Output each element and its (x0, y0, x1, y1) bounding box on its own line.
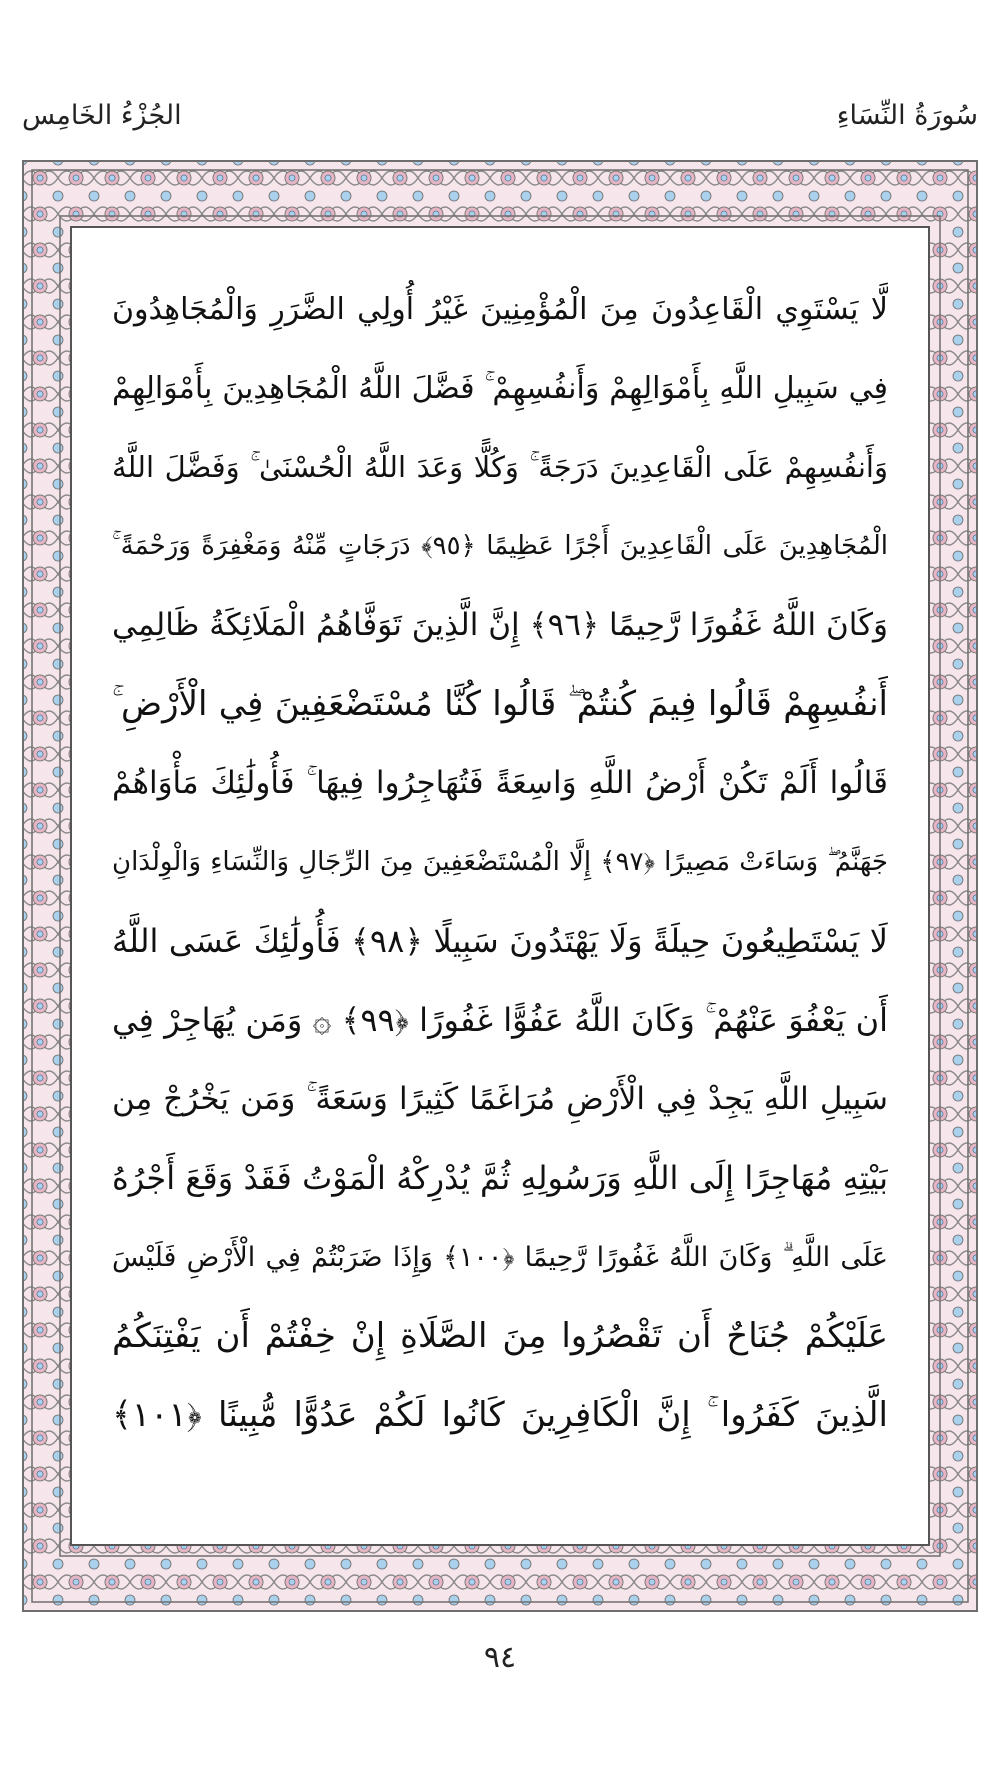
verse-line: قَالُوا أَلَمْ تَكُنْ أَرْضُ اللَّهِ وَاسِعَةً فَتُهَاجِرُوا فِيهَا ۚ فَأُولَٰئِكَ مَأْوَاهُمْ (112, 765, 888, 801)
verse-line: لَا يَسْتَطِيعُونَ حِيلَةً وَلَا يَهْتَدُونَ سَبِيلًا ﴿٩٨﴾ فَأُولَٰئِكَ عَسَى اللَّهُ (112, 922, 888, 960)
verse-line: عَلَى اللَّهِ ۗ وَكَانَ اللَّهُ غَفُورًا رَّحِيمًا ﴿١٠٠﴾ وَإِذَا ضَرَبْتُمْ فِي الْأَرْضِ فَلَيْسَ (112, 1242, 888, 1273)
verse-line: وَكَانَ اللَّهُ غَفُورًا رَّحِيمًا ﴿٩٦﴾ إِنَّ الَّذِينَ تَوَفَّاهُمُ الْمَلَائِكَةُ ظَالِمِي (112, 607, 888, 643)
page-number: ٩٤ (483, 1640, 517, 1675)
verse-line: بَيْتِهِ مُهَاجِرًا إِلَى اللَّهِ وَرَسُولِهِ ثُمَّ يُدْرِكْهُ الْمَوْتُ فَقَدْ وَقَعَ أَجْرُهُ (112, 1159, 888, 1197)
verse-line: جَهَنَّمُ ۖ وَسَاءَتْ مَصِيرًا ﴿٩٧﴾ إِلَّا الْمُسْتَضْعَفِينَ مِنَ الرِّجَالِ وَالنِّسَاءِ وَالْوِلْدَانِ (112, 847, 888, 877)
ornamental-frame (22, 160, 978, 1612)
verse-line: الْمُجَاهِدِينَ عَلَى الْقَاعِدِينَ أَجْرًا عَظِيمًا ﴿٩٥﴾ دَرَجَاتٍ مِّنْهُ وَمَغْفِرَةً وَرَحْمَةً ۚ (112, 531, 888, 561)
verse-line: سَبِيلِ اللَّهِ يَجِدْ فِي الْأَرْضِ مُرَاغَمًا كَثِيرًا وَسَعَةً ۚ وَمَن يَخْرُجْ مِن (112, 1081, 888, 1117)
page-header (22, 90, 978, 140)
verse-line: وَأَنفُسِهِمْ عَلَى الْقَاعِدِينَ دَرَجَةً ۚ وَكُلًّا وَعَدَ اللَّهُ الْحُسْنَىٰ ۚ وَفَضَّلَ اللَّهُ (112, 450, 888, 484)
verse-line: الَّذِينَ كَفَرُوا ۚ إِنَّ الْكَافِرِينَ كَانُوا لَكُمْ عَدُوًّا مُّبِينًا ﴿١٠١﴾ (112, 1395, 888, 1435)
juz-name: الجُزْءُ الخَامِس (22, 99, 182, 131)
verse-line: لَّا يَسْتَوِي الْقَاعِدُونَ مِنَ الْمُؤْمِنِينَ غَيْرُ أُولِي الضَّرَرِ وَالْمُجَاهِدُونَ (112, 292, 888, 327)
verse-line: أَن يَعْفُوَ عَنْهُمْ ۚ وَكَانَ اللَّهُ عَفُوًّا غَفُورًا ﴿٩٩﴾ ۞ وَمَن يُهَاجِرْ فِي (112, 1001, 888, 1039)
verse-line: عَلَيْكُمْ جُنَاحٌ أَن تَقْصُرُوا مِنَ الصَّلَاةِ إِنْ خِفْتُمْ أَن يَفْتِنَكُمُ (112, 1316, 888, 1356)
surah-name: سُورَةُ النِّسَاءِ (836, 99, 978, 131)
verse-lines (112, 270, 888, 1455)
verse-line: أَنفُسِهِمْ قَالُوا فِيمَ كُنتُمْ ۖ قَالُوا كُنَّا مُسْتَضْعَفِينَ فِي الْأَرْضِ ۚ (112, 684, 888, 724)
verse-line: فِي سَبِيلِ اللَّهِ بِأَمْوَالِهِمْ وَأَنفُسِهِمْ ۚ فَضَّلَ اللَّهُ الْمُجَاهِدِينَ بِأَمْوَالِهِمْ (112, 371, 888, 406)
verse-panel (70, 226, 930, 1546)
